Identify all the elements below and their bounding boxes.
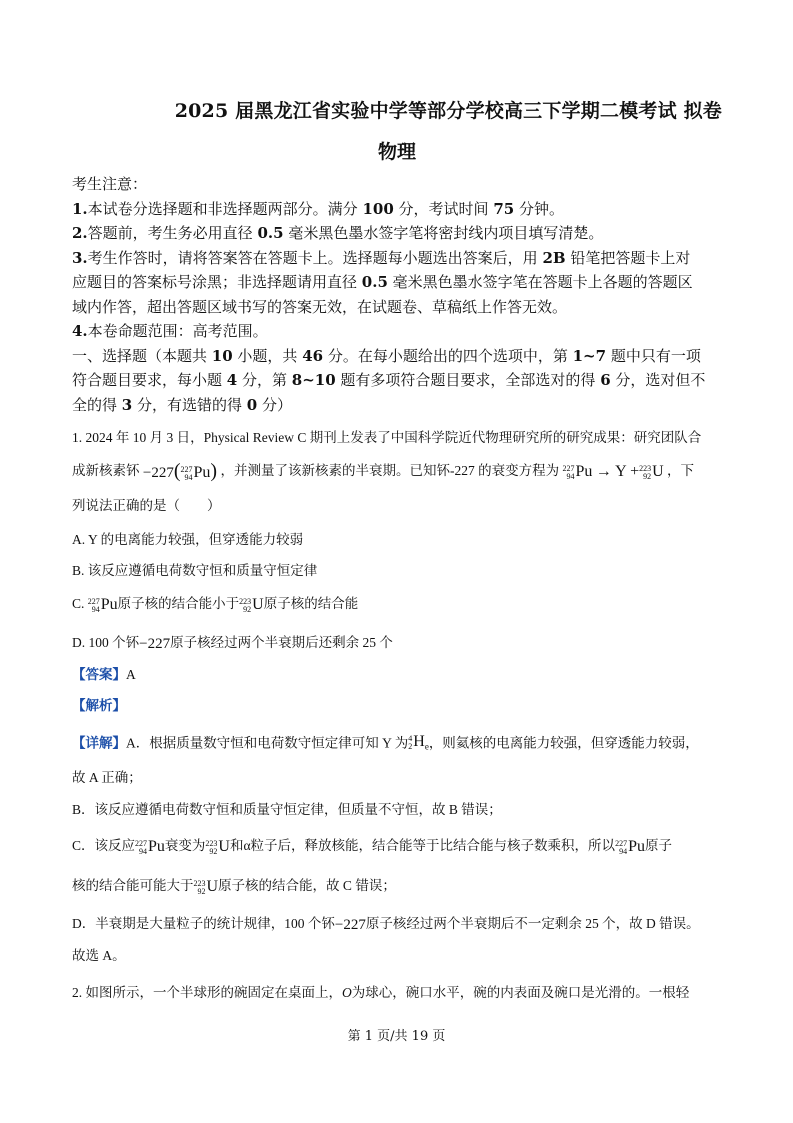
notice-item-1: 1.本试卷分选择题和非选择题两部分。满分 100 分，考试时间 75 分钟。	[72, 199, 564, 218]
question-1	[72, 428, 722, 448]
question-2-stem: 2. 如图所示，一个半球形的碗固定在桌面上，O为球心，碗口水平，碗的内表面及碗口是光滑的。一根轻	[72, 985, 690, 1000]
q1-option-b: B. 该反应遵循电荷数守恒和质量守恒定律	[72, 563, 318, 578]
q1-stem-line-2: 成新核素钚 −227( 227 94 Pu) ，并测量了该新核素的半衰期。已知钚-227 的衰变方程为 227 94 Pu → Y + 223 92 U ，下	[72, 460, 695, 482]
formula-pu227-c: 227 94 Pu	[615, 837, 645, 856]
formula-u223-c: 223 92 U	[193, 877, 219, 896]
q1-detail-line-3: B．该反应遵循电荷数守恒和质量守恒定律，但质量不守恒，故 B 错误；	[72, 802, 502, 817]
formula-pu227-name: −227( 227 94 Pu)	[142, 460, 218, 482]
formula-u223-b: 223 92 U	[205, 837, 230, 856]
q1-option-a: A. Y 的电离能力较强，但穿透能力较弱	[72, 532, 304, 547]
q1-detail-line-5: 核的结合能可能大于 223 92 U原子核的结合能，故 C 错误；	[72, 877, 396, 896]
q1-detail-line-7: 故选 A。	[72, 948, 126, 963]
notice-heading: 考生注意：	[72, 175, 148, 193]
q1-stem-line-1: 1. 2024 年 10 月 3 日，Physical Review C 期刊上发表了中国科学院近代物理研究所的研究成果：研究团队合	[72, 430, 702, 445]
q1-option-c: C. 227 94 Pu原子核的结合能小于 223 92 U原子核的结合能	[72, 595, 359, 614]
q1-detail-line-4: C．该反应 227 94 Pu衰变为 223 92 U和α粒子后，释放核能，结合能等于比结合能与核子数乘积，所以 227 94 Pu原子	[72, 837, 672, 856]
formula-m227-b: −227	[334, 916, 366, 933]
q1-option-d: D. 100 个钚−227原子核经过两个半衰期后还剩余 25 个	[72, 635, 393, 652]
formula-decay-equation: 227 94 Pu → Y + 223 92 U	[562, 463, 664, 481]
notice-item-3: 3.考生作答时，请将答案答在答题卡上。选择题每小题选出答案后，用 2B 铅笔把答题卡上对 应题目的答案标号涂黑；非选择题请用直径 0.5 毫米黑色墨水签字笔在答题卡上各题的答题区 域内作答，超出答题区域书写的答案无效，在试题卷、草稿纸上作答无效。	[72, 248, 693, 316]
formula-pu227: 227 94 Pu	[87, 595, 118, 614]
q1-stem-line-3: 列说法正确的是（ ）	[72, 498, 221, 513]
page-footer: 第 1 页/共 19 页	[347, 1029, 446, 1044]
doc-title: 2025 届黑龙江省实验中学等部分学校高三下学期二模考试 拟卷	[174, 100, 722, 122]
formula-he4: 4 2 $H_e$	[408, 733, 429, 752]
notice-item-4: 4.本卷命题范围：高考范围。	[72, 322, 268, 340]
formula-u223: 223 92 U	[239, 595, 264, 614]
formula-m227: −227	[139, 635, 171, 652]
q1-answer: 【答案】A	[72, 667, 136, 682]
q1-detail-line-2: 故 A 正确；	[72, 770, 142, 785]
doc-subject: 物理	[377, 141, 416, 163]
q1-detail-line-6: D．半衰期是大量粒子的统计规律，100 个钚−227原子核经过两个半衰期后不一定剩余 25 个，故 D 错误。	[72, 916, 700, 933]
q1-analysis-label: 【解析】	[72, 698, 126, 713]
notice-item-2: 2.答题前，考生务必用直径 0.5 毫米黑色墨水签字笔将密封线内项目填写清楚。	[72, 224, 604, 242]
section-heading: 一、选择题（本题共 10 小题，共 46 分。在每小题给出的四个选项中，第 1~7 题中只有一项 符合题目要求，每小题 4 分，第 8~10 题有多项符合题目要求，全部选对的得 6 分，选对但不 全的得 3 分，有选错的得 0 分）	[72, 346, 706, 414]
formula-pu227-b: 227 94 Pu	[135, 837, 165, 856]
notice-block	[72, 172, 722, 417]
q1-detail-line-1: 【详解】A．根据质量数守恒和电荷数守恒定律可知 Y 为 4 2 $H_e$，则氦核的电离能力较强，但穿透能力较弱，	[72, 732, 722, 757]
